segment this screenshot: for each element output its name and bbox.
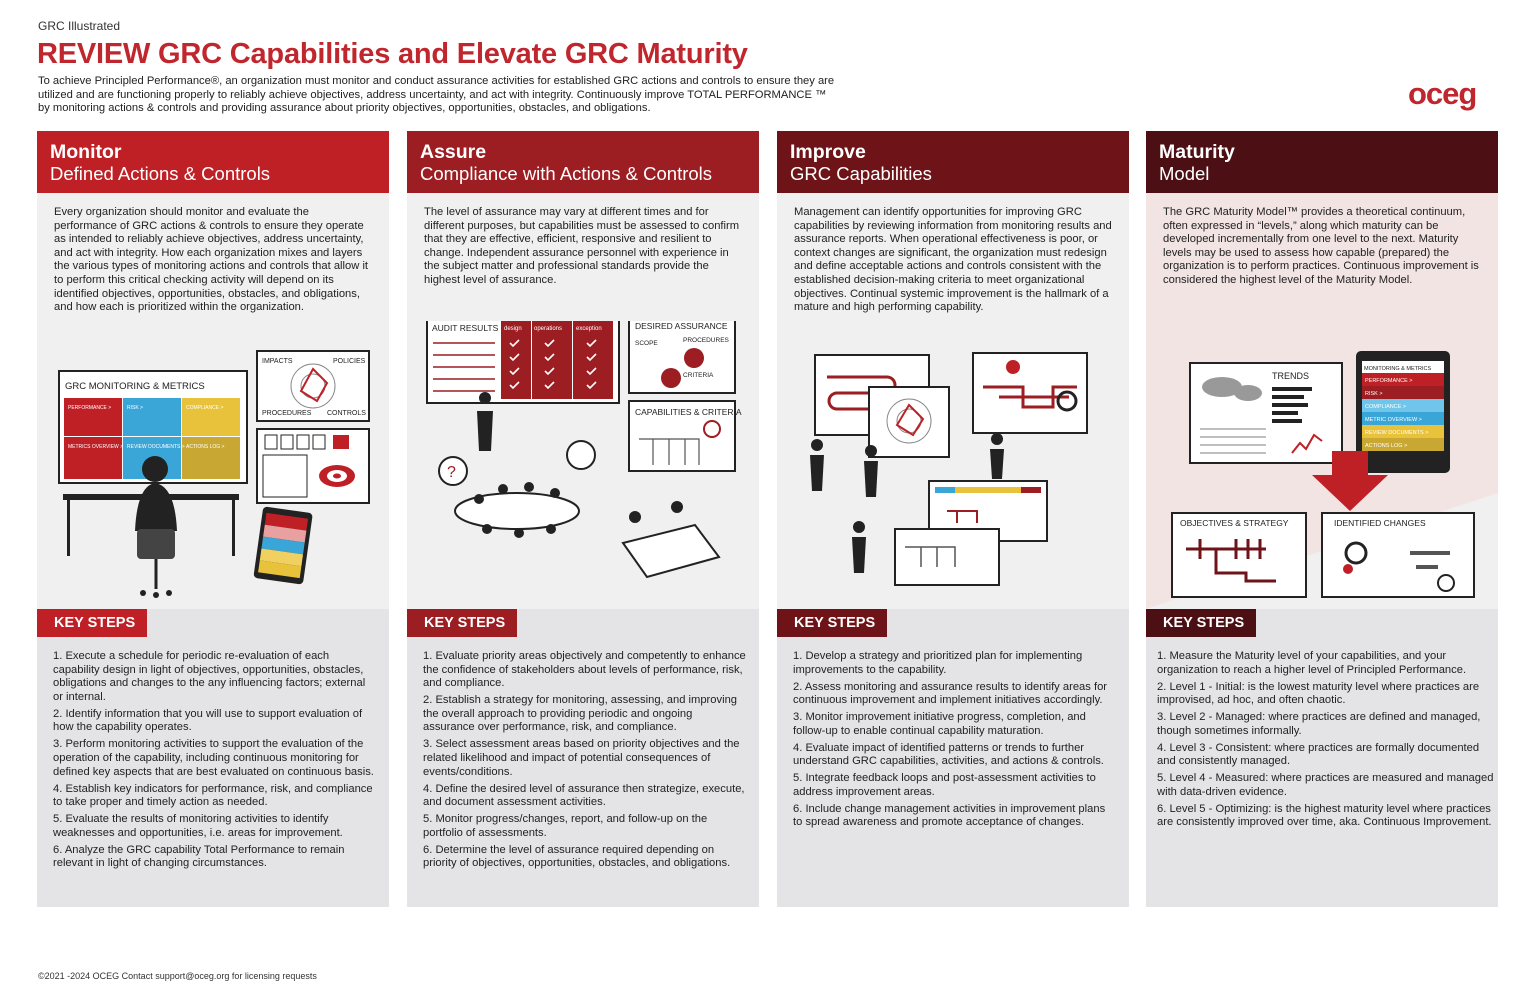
monitor-title: Monitor (50, 141, 122, 163)
step: 2. Identify information that you will use to support evaluation of how the capability operates. (53, 707, 363, 734)
maturity-column (1146, 131, 1498, 907)
tablet-risk: RISK > (1365, 391, 1383, 397)
maturity-key-steps-label: KEY STEPS (1146, 609, 1256, 637)
step: 6. Level 5 - Optimizing: is the highest maturity level where practices are consistently improved over time, aka. Continuous Improvement. (1157, 802, 1492, 829)
step: 5. Evaluate the results of monitoring activities to identify weaknesses and opportunities, i.e. areas for improvement. (53, 813, 343, 839)
desired-procedures: PROCEDURES (683, 337, 729, 344)
step: 1. Develop a strategy and prioritized plan for implementing improvements to the capability. (793, 650, 1083, 676)
improve-title: Improve (790, 141, 866, 163)
maturity-illustration (1146, 321, 1498, 607)
step: 3. Select assessment areas based on priority objectives and the related likelihood and impact of potential consequences of events/conditions. (423, 738, 740, 778)
oceg-logo: oceg (1408, 76, 1477, 111)
assure-subtitle: Compliance with Actions & Controls (420, 163, 713, 184)
maturity-description: The GRC Maturity Model™ provides a theoretical continuum, often expressed in “levels,” along which maturity can be developed incrementally from one level to the next. Maturity levels may be used to assess how capable (prepared) the organization is to perform practices. Continuous improvement is considered the highest level of the Maturity Model. (1163, 206, 1479, 286)
step: 1. Evaluate priority areas objectively and competently to enhance the confidence of stakeholders about levels of performance, risk, and compliance. (423, 650, 746, 690)
audit-title: AUDIT RESULTS (432, 323, 499, 333)
step: 4. Establish key indicators for performance, risk, and compliance to take proper and timely action as needed. (53, 782, 373, 809)
improve-steps (793, 650, 1117, 833)
radar-label-controls: CONTROLS (327, 410, 366, 417)
monitor-header (37, 131, 389, 193)
tile-metrics: METRICS OVERVIEW > (68, 444, 124, 450)
monitor-subtitle: Defined Actions & Controls (50, 163, 271, 184)
audit-col-operations: operations (534, 326, 563, 332)
tile-review: REVIEW DOCUMENTS > (127, 444, 185, 450)
tile-actions: ACTIONS LOG > (186, 444, 225, 450)
assure-description: The level of assurance may vary at different times and for different purposes, but capabilities must be assessed to confirm that they are effective, efficient, responsive and resilient to change. Independent assurance personnel with experience in the subject matter and professional standards provide the highest level of assurance. (424, 206, 740, 286)
assure-key-steps-label: KEY STEPS (407, 609, 517, 637)
step: 3. Level 2 - Managed: where practices are defined and managed, though sometimes informally. (1157, 711, 1481, 737)
improve-subtitle: GRC Capabilities (790, 163, 932, 184)
step: 5. Integrate feedback loops and post-assessment activities to address improvement areas. (793, 772, 1096, 798)
assure-steps (423, 650, 747, 874)
maturity-steps (1157, 650, 1497, 833)
changes-title: IDENTIFIED CHANGES (1334, 518, 1426, 528)
footer: ©2021 -2024 OCEG Contact support@oceg.org for licensing requests (38, 971, 317, 981)
step: 2. Level 1 - Initial: is the lowest maturity level where practices are improvised, ad hoc, and often chaotic. (1157, 680, 1480, 707)
step: 2. Establish a strategy for monitoring, assessing, and improving the overall approach to providing periodic and ongoing assurance over performance, risk, and compliance. (423, 694, 738, 734)
improve-illustration (777, 321, 1129, 607)
assure-header (407, 131, 759, 193)
kicker: GRC Illustrated (38, 19, 121, 33)
page-title: REVIEW GRC Capabilities and Elevate GRC Maturity (37, 38, 748, 70)
step: 4. Define the desired level of assurance then strategize, execute, and document assessment activities. (423, 782, 745, 809)
capabilities-title: CAPABILITIES & CRITERIA (635, 407, 742, 417)
monitor-column (37, 131, 389, 907)
audit-col-exception: exception (576, 326, 602, 332)
improve-header (777, 131, 1129, 193)
tile-compliance: COMPLIANCE > (186, 405, 224, 411)
assure-column (407, 131, 759, 907)
desired-assurance-title: DESIRED ASSURANCE (635, 321, 728, 331)
assure-title: Assure (420, 141, 487, 163)
improve-key-steps-label: KEY STEPS (777, 609, 887, 637)
monitor-illustration (37, 321, 389, 607)
step: 3. Perform monitoring activities to support the evaluation of the operation of the capability, including continuous monitoring for defined key aspects that are best evaluated on continuous basis. (53, 738, 374, 778)
step: 3. Monitor improvement initiative progress, completion, and follow-up to enable continual capability maturation. (793, 711, 1086, 737)
tablet-title: MONITORING & METRICS (1364, 366, 1432, 372)
tile-risk: RISK > (127, 405, 143, 411)
step: 1. Execute a schedule for periodic re-evaluation of each capability design in light of objectives, opportunities, obstacles, obligations and changes to the any influencing factors; external or internal. (53, 650, 366, 703)
desired-scope: SCOPE (635, 340, 658, 347)
step: 4. Evaluate impact of identified patterns or trends to further understand GRC capabilities, activities, and actions & controls. (793, 741, 1104, 768)
trends-title: TRENDS (1272, 371, 1310, 381)
improve-description: Management can identify opportunities for improving GRC capabilities by reviewing information from monitoring results and assurance reports. When operational effectiveness is poor, or context changes are significant, the organization must redesign and define acceptable actions and controls consistent with the established decision-making criteria to meet organizational objectives. Continual systemic improvement is the hallmark of a mature and high performing capability. (794, 206, 1112, 314)
tablet-actions: ACTIONS LOG > (1365, 443, 1408, 449)
monitor-key-steps-label: KEY STEPS (37, 609, 147, 637)
maturity-title: Maturity (1159, 141, 1235, 163)
radar-label-policies: POLICIES (333, 358, 366, 365)
step: 6. Analyze the GRC capability Total Performance to remain relevant in light of changing circumstances. (53, 843, 345, 870)
dashboard-title: GRC MONITORING & METRICS (65, 381, 205, 392)
step: 2. Assess monitoring and assurance results to identify areas for continuous improvement and implement initiatives accordingly. (793, 680, 1108, 707)
step: 1. Measure the Maturity level of your capabilities, and your organization to reach a higher level of Principled Performance. (1157, 650, 1467, 676)
maturity-header (1146, 131, 1498, 193)
tablet-performance: PERFORMANCE > (1365, 378, 1413, 384)
step: 5. Level 4 - Measured: where practices are measured and managed with data-driven evidence. (1157, 772, 1494, 798)
assure-illustration (407, 321, 759, 607)
tablet-metric-overview: METRIC OVERVIEW > (1365, 417, 1422, 423)
step: 5. Monitor progress/changes, report, and follow-up on the portfolio of assessments. (423, 813, 708, 839)
step: 4. Level 3 - Consistent: where practices are formally documented and consistently managed. (1157, 741, 1480, 768)
maturity-subtitle: Model (1159, 163, 1210, 184)
tablet-compliance: COMPLIANCE > (1365, 404, 1407, 410)
tile-performance: PERFORMANCE > (68, 405, 112, 411)
desired-criteria: CRITERIA (683, 372, 714, 379)
objectives-title: OBJECTIVES & STRATEGY (1180, 518, 1289, 528)
step: 6. Include change management activities in improvement plans to spread awareness and promote acceptance of changes. (793, 802, 1106, 829)
step: 6. Determine the level of assurance required depending on priority of objectives, opportunities, obstacles, and obligations. (423, 843, 731, 870)
intro-text: To achieve Principled Performance®, an organization must monitor and conduct assurance activities for established GRC actions and controls to ensure they are utilized and are functioning properly to reliably achieve objectives, address uncertainty, and act with integrity. Continuously improve TOTAL PERFORMANCE ™ by monitoring actions & controls and providing assurance about priority objectives, opportunities, obstacles, and obligations. (38, 75, 835, 115)
monitor-description: Every organization should monitor and evaluate the performance of GRC actions & controls to ensure they operate as intended to reliably achieve objectives, address uncertainty, and act with integrity. How each organization mixes and layers the various types of monitoring actions and controls that allow it to perform this critical checking activity will depend on its identified objectives, opportunities, obstacles, and obligations, and how each is prioritized within the organization. (54, 206, 369, 314)
monitor-steps (53, 650, 377, 874)
audit-col-design: design (504, 326, 522, 332)
radar-label-impacts: IMPACTS (262, 358, 293, 365)
question-mark-icon: ? (447, 464, 456, 481)
tablet-review: REVIEW DOCUMENTS > (1365, 430, 1429, 436)
improve-column (777, 131, 1129, 907)
radar-label-procedures: PROCEDURES (262, 410, 312, 417)
